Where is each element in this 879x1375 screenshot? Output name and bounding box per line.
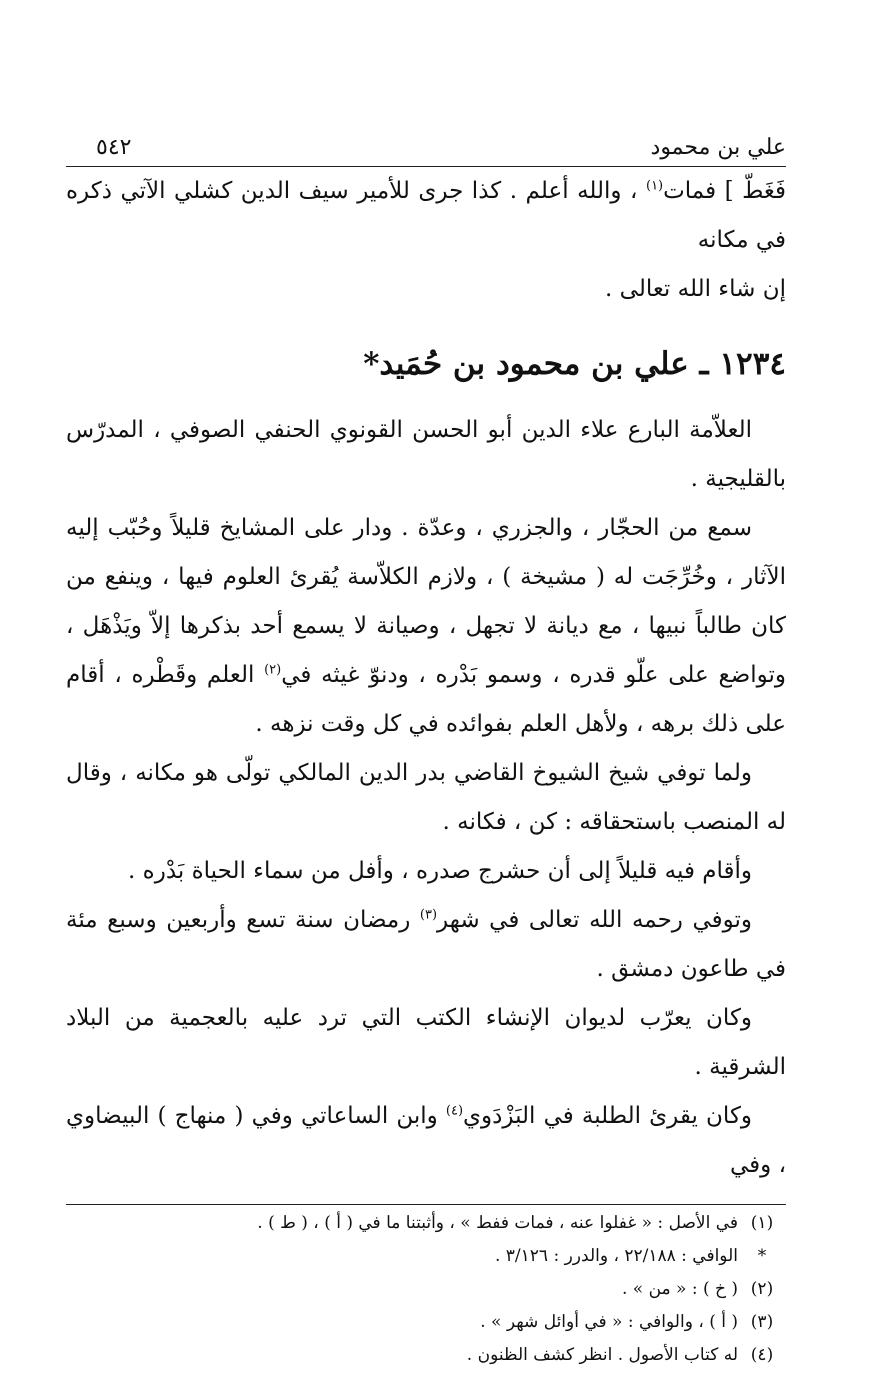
paragraph-2-text-b: العلم وقَطْره ، أقام على ذلك برهه ، ولأهل العلم بفوائده في كل وقت نزهه . (66, 662, 786, 737)
footnote-item (66, 1339, 786, 1372)
running-header (66, 120, 786, 167)
page-number: ٥٤٢ (96, 135, 132, 160)
carryover-text-b: ، والله أعلم . كذا جرى للأمير سيف الدين كشلي الآتي ذكره في مكانه (66, 178, 786, 253)
book-page (66, 120, 786, 1372)
footnote-divider (66, 1204, 786, 1205)
paragraph-2 (66, 504, 786, 749)
footnote-mark: * (757, 1246, 767, 1266)
footnote-mark: (٣) (750, 1312, 774, 1332)
paragraph-6: وكان يعرّب لديوان الإنشاء الكتب التي ترد عليه بالعجمية من البلاد الشرقية . (66, 1005, 786, 1080)
paragraph-7-text-a: وكان يقرئ الطلبة في البَزْدَوي (463, 1103, 752, 1129)
paragraph-3: ولما توفي شيخ الشيوخ القاضي بدر الدين المالكي تولّى هو مكانه ، وقال له المنصب باستحقاقه : كن ، فكانه . (66, 760, 786, 835)
footnote-mark: (١) (750, 1213, 774, 1233)
footnote-text: له كتاب الأصول . انظر كشف الظنون . (466, 1345, 738, 1365)
footnote-ref-4[interactable]: (٤) (445, 1103, 464, 1119)
footnote-mark: (٤) (750, 1345, 774, 1365)
footnote-item (66, 1306, 786, 1339)
carryover-paragraph (66, 167, 786, 314)
footnote-text: في الأصل : « غفلوا عنه ، فمات ففط » ، وأثبتنا ما في ( أ ) ، ( ط ) . (257, 1213, 738, 1233)
footnote-ref-3[interactable]: (٣) (419, 907, 438, 923)
footnote-item (66, 1273, 786, 1306)
main-text (66, 167, 786, 1190)
footnote-item (66, 1207, 786, 1240)
footnote-mark: (٢) (750, 1279, 774, 1299)
paragraph-5 (66, 896, 786, 994)
footnote-item (66, 1240, 786, 1273)
carryover-text-c: إن شاء الله تعالى . (605, 276, 786, 302)
paragraph-7-text-b: وابن الساعاتي وفي ( منهاج ) البيضاوي ، وفي (66, 1103, 786, 1178)
paragraph-1: العلاّمة البارع علاء الدين أبو الحسن القونوي الحنفي الصوفي ، المدرّس بالقليجية . (66, 417, 786, 492)
footnote-text: ( خ ) : « من » . (621, 1279, 738, 1299)
footnotes (66, 1207, 786, 1372)
paragraph-5-text-a: وتوفي رحمه الله تعالى في شهر (437, 907, 752, 933)
footnote-text: ( أ ) ، والوافي : « في أوائل شهر » . (480, 1312, 738, 1332)
footnote-text: الوافي : ٢٢/١٨٨ ، والدرر : ٣/١٢٦ . (494, 1246, 738, 1266)
paragraph-4: وأقام فيه قليلاً إلى أن حشرج صدره ، وأفل من سماء الحياة بَدْره . (128, 858, 752, 884)
paragraph-2-text-a: سمع من الحجّار ، والجزري ، وعدّة . ودار على المشايخ قليلاً وحُبّب إليه الآثار ، وخُرِّجَت له ( مشيخة ) ، ولازم الكلاّسة يُقرئ العلوم فيها ، وينفع من كان طالباً نبيها ، مع ديانة لا تجهل ، وصيانة لا يسمع أحد بذكرها إلاّ ويَذْهَل ، وتواضع على علّو قدره ، وسمو بَدْره ، ودنوّ غيثه في (66, 515, 787, 688)
carryover-text-a: فَغَطّ ] فمات (663, 178, 786, 204)
footnote-ref-2[interactable]: (٢) (264, 662, 282, 678)
running-title: علي بن محمود (650, 135, 786, 160)
paragraph-7 (66, 1092, 786, 1190)
paragraph-5-text-b: رمضان سنة تسع وأربعين وسبع مئة في طاعون دمشق . (66, 907, 786, 982)
entry-title: ١٢٣٤ ـ علي بن محمود بن حُمَيد* (363, 346, 786, 382)
footnote-ref-1[interactable]: (١) (645, 178, 664, 194)
